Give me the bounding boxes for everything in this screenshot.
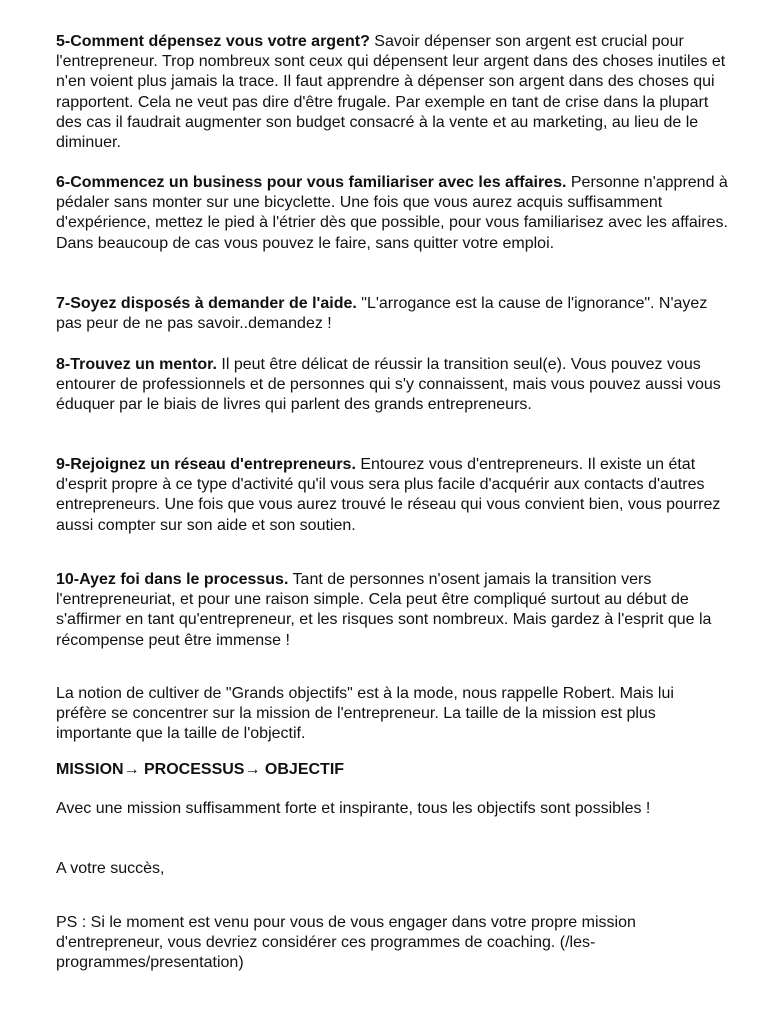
item-7-heading: 7-Soyez disposés à demander de l'aide. <box>56 295 357 312</box>
item-9-paragraph <box>56 455 728 536</box>
item-8-body: Il peut être délicat de réussir la transition seul(e). Vous pouvez vous entourer de professionnels et de personnes qui s'y connaissent, mais vous pouvez aussi vous éduquer par le biais de livres qui parlent des grands entrepreneurs. <box>56 356 721 414</box>
item-6-body: Personne n'apprend à pédaler sans monter sur une bicyclette. Une fois que vous aurez acquis suffisamment d'expérience, mettez le pied à l'étrier dès que possible, pour vous familiarisez avec les affaires. Dans beaucoup de cas vous pouvez le faire, sans quitter votre emploi. <box>56 174 728 252</box>
item-6-paragraph <box>56 173 728 254</box>
mission-sentence: Avec une mission suffisamment forte et inspirante, tous les objectifs sont possibles ! <box>56 800 651 817</box>
item-7-body: "L'arrogance est la cause de l'ignorance". N'ayez pas peur de ne pas savoir..demandez ! <box>56 295 708 333</box>
item-10-heading: 10-Ayez foi dans le processus. <box>56 571 289 588</box>
item-10-body: Tant de personnes n'osent jamais la transition vers l'entrepreneuriat, et pour une raison simple. Cela peut être compliqué surtout au début de s'affirmer en tant qu'entrepreneur, et les risques sont nombreux. Mais gardez à l'esprit que la récompense peut être immense ! <box>56 571 712 649</box>
mission-line <box>56 760 728 780</box>
mission-line-text: MISSION→ PROCESSUS→ OBJECTIF <box>56 761 345 778</box>
closing-line: A votre succès, <box>56 860 165 877</box>
notion-paragraph: La notion de cultiver de "Grands objectifs" est à la mode, nous rappelle Robert. Mais lui préfère se concentrer sur la mission de l'entrepreneur. La taille de la mission est plus importante que la taille de l'objectif. <box>56 685 674 743</box>
ps-paragraph: PS : Si le moment est venu pour vous de vous engager dans votre propre mission d'entrepreneur, vous devriez considérer ces programmes de coaching. (/les-programmes/presentation) <box>56 914 636 972</box>
item-6-heading: 6-Commencez un business pour vous familiariser avec les affaires. <box>56 174 567 191</box>
item-9-heading: 9-Rejoignez un réseau d'entrepreneurs. <box>56 456 356 473</box>
item-5-paragraph <box>56 32 728 153</box>
item-7-paragraph <box>56 294 728 334</box>
item-5-body: Savoir dépenser son argent est crucial pour l'entrepreneur. Trop nombreux sont ceux qui dépensent leur argent dans des choses inutiles et n'en voient plus jamais la trace. Il faut apprendre à dépenser son argent dans des choses qui rapportent. Cela ne veut pas dire d'être frugale. Par exemple en tant de crise dans la plupart des cas il faudrait augmenter son budget consacré à la vente et au marketing, au lieu de le diminuer. <box>56 33 726 152</box>
item-8-paragraph <box>56 355 728 416</box>
item-10-paragraph <box>56 570 728 651</box>
item-9-body: Entourez vous d'entrepreneurs. Il existe un état d'esprit propre à ce type d'activité qu'il vous sera plus facile d'acquérir aux contacts d'autres entrepreneurs. Une fois que vous aurez trouvé le réseau qui vous convient bien, vous pourrez aussi compter sur son aide et son soutien. <box>56 456 721 534</box>
item-8-heading: 8-Trouvez un mentor. <box>56 356 217 373</box>
item-5-heading: 5-Comment dépensez vous votre argent? <box>56 33 370 50</box>
